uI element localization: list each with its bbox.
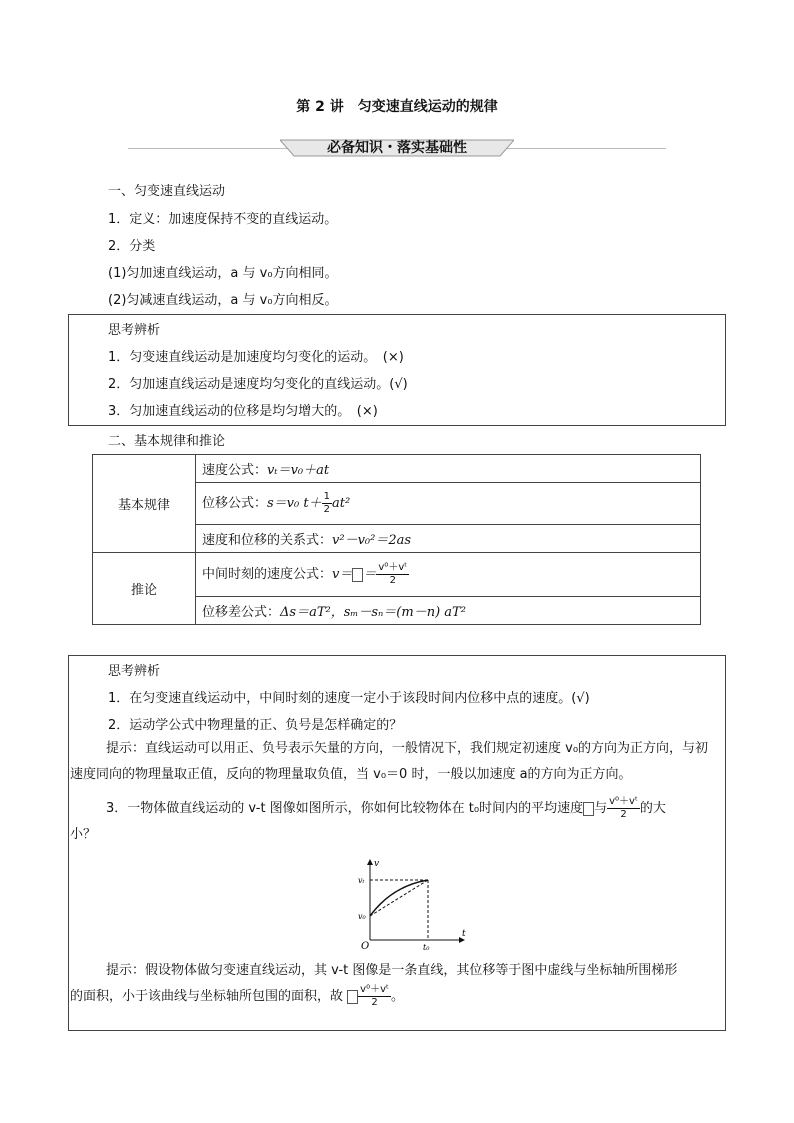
origin-label: O <box>361 941 370 952</box>
row-formula: v＝ <box>332 567 353 582</box>
axis-label-v: v <box>374 859 380 869</box>
equals-sign: ＝ <box>363 567 377 582</box>
fraction: $\frac{\text{v⁰＋vᵗ}}{2}$ <box>360 984 389 1008</box>
page-title: 第 2 讲 匀变速直线运动的规律 <box>296 99 498 115</box>
answer-text: 提示：假设物体做匀变速直线运动，其 v-t 图像是一条直线，其位移等于图中虚线与坐标轴所围梯形 <box>106 963 678 978</box>
row-label: 速度和位移的关系式： <box>202 533 333 548</box>
vt-label: vₜ <box>358 876 365 885</box>
section1-item: 2．分类 <box>108 239 156 254</box>
section1-item: (1)匀加速直线运动，a 与 v₀方向相同。 <box>108 266 338 281</box>
section1-item: 1．定义：加速度保持不变的直线运动。 <box>108 212 338 227</box>
think2-q1: 1．在匀变速直线运动中，中间时刻的速度一定小于该段时间内位移中点的速度。(√) <box>108 691 590 706</box>
average-velocity-symbol <box>347 990 358 1004</box>
straight-line-dashed <box>370 880 428 916</box>
section1-heading: 一、匀变速直线运动 <box>108 184 226 199</box>
mid-time-velocity-row <box>196 553 701 597</box>
average-velocity-symbol <box>352 568 363 582</box>
row-label: 位移差公式： <box>202 605 281 620</box>
think1-item: 1．匀变速直线运动是加速度均匀变化的运动。 (×) <box>108 350 404 365</box>
question-text: 3．一物体做直线运动的 v-t 图像如图所示，你如何比较物体在 t₀时间内的平均速度 <box>106 801 584 816</box>
t0-label: t₀ <box>423 943 430 952</box>
think1-item: 3．匀加速直线运动的位移是均匀增大的。 (×) <box>108 404 378 419</box>
group-basic-laws: 基本规律 <box>93 455 196 553</box>
displacement-formula-row <box>196 483 701 525</box>
row-label: 中间时刻的速度公式： <box>202 567 333 582</box>
velocity-displacement-row <box>196 525 701 553</box>
think2-a3 <box>70 958 720 1010</box>
think1-item: 2．匀加速直线运动是速度均匀变化的直线运动。(√) <box>108 377 408 392</box>
think2-q3 <box>70 796 720 848</box>
answer-text: 提示：直线运动可以用正、负号表示矢量的方向，一般情况下，我们规定初速度 v₀的方向为正方向，与初速度同向的物理量取正值，反向的物理量取负值，当 v₀＝0 时，一般以加速度 a的方向为正方向。 <box>70 741 709 782</box>
section-banner: 必备知识・落实基础性 <box>327 140 467 156</box>
fraction: $\frac{1}{2}$ <box>323 491 330 515</box>
row-label: 速度公式： <box>202 463 268 478</box>
think1-heading: 思考辨析 <box>108 323 161 338</box>
section2-heading: 二、基本规律和推论 <box>108 434 226 449</box>
average-velocity-symbol <box>583 802 594 816</box>
question-text: 小？ <box>70 827 97 842</box>
row-formula: Δs＝aT²，sₘ－sₙ＝(m－n) aT² <box>280 605 466 620</box>
think2-q2: 2．运动学公式中物理量的正、负号是怎样确定的？ <box>108 718 403 733</box>
question-text: 与 <box>594 801 608 816</box>
answer-text: 。 <box>390 989 404 1004</box>
fraction: $\frac{\text{v⁰＋vᵗ}}{2}$ <box>378 562 408 586</box>
section1-item: (2)匀减速直线运动，a 与 v₀方向相反。 <box>108 293 338 308</box>
row-formula: vₜ＝v₀＋at <box>267 463 330 478</box>
answer-text: 的面积，小于该曲线与坐标轴所包围的面积，故 <box>70 989 344 1004</box>
row-formula: v²－v₀²＝2as <box>332 533 412 548</box>
think2-heading: 思考辨析 <box>108 664 161 679</box>
row-formula-tail: at² <box>331 496 351 511</box>
axis-label-t: t <box>462 929 466 939</box>
fraction: $\frac{\text{v⁰＋vᵗ}}{2}$ <box>609 796 638 820</box>
question-text: 的大 <box>639 801 666 816</box>
row-formula: s＝v₀ t＋ <box>267 496 322 511</box>
think2-a2 <box>70 736 720 788</box>
group-inferences: 推论 <box>93 553 196 625</box>
v0-label: v₀ <box>358 912 366 921</box>
displacement-difference-row <box>196 597 701 625</box>
formula-table <box>92 454 701 625</box>
velocity-formula-row <box>196 455 701 483</box>
row-label: 位移公式： <box>202 496 268 511</box>
vt-graph <box>352 856 472 952</box>
